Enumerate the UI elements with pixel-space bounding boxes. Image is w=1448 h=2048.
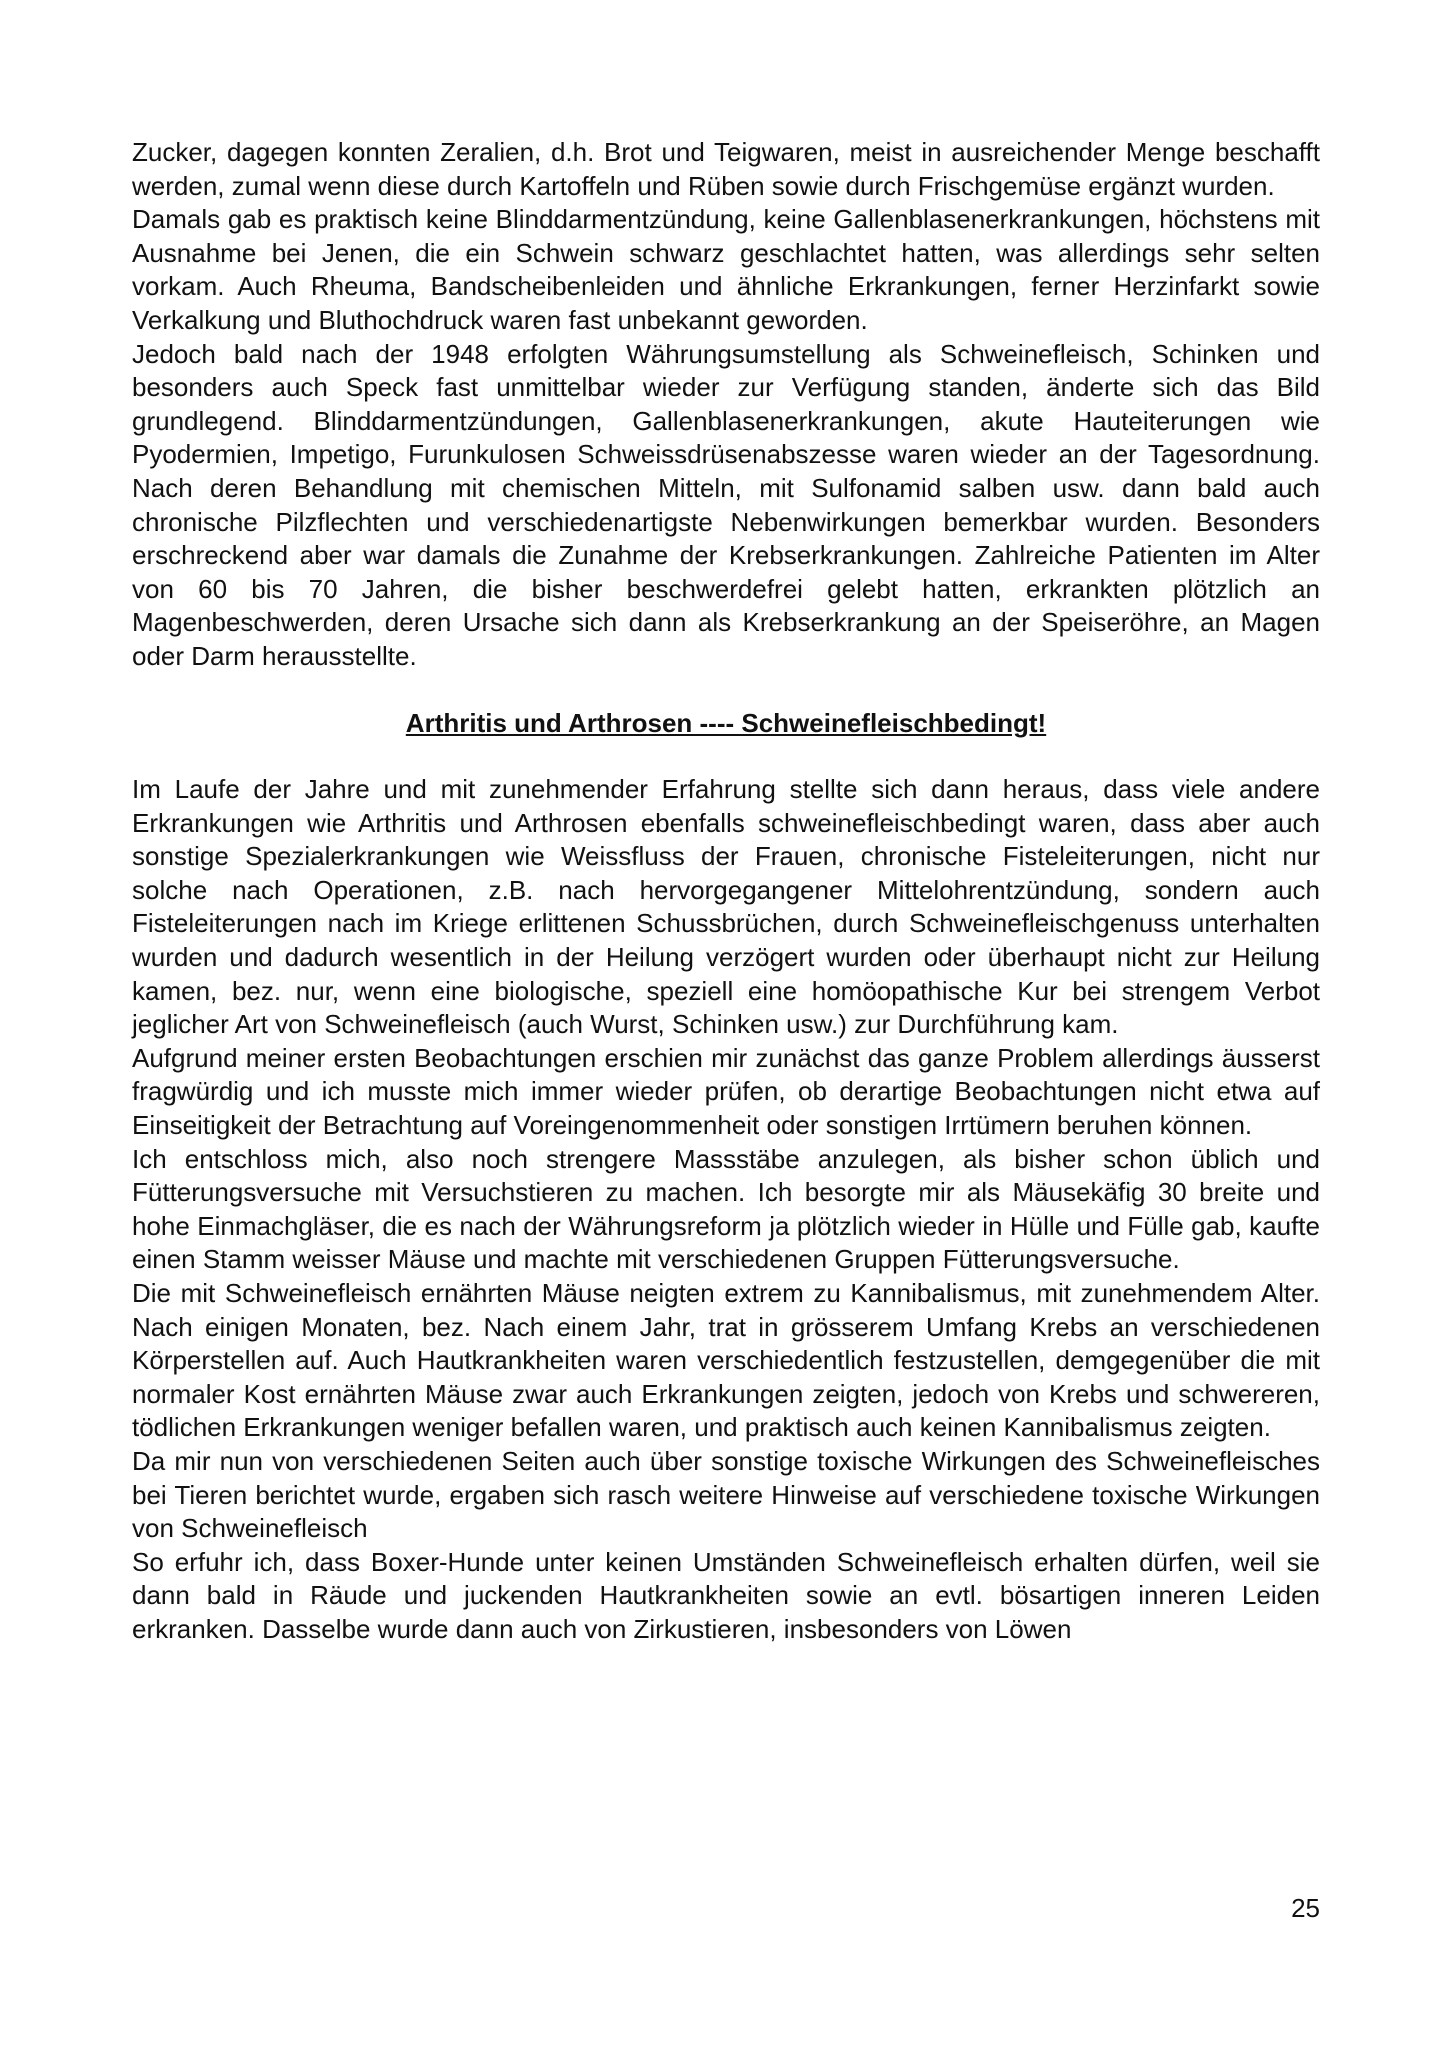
- document-body: [132, 136, 1320, 1647]
- paragraph: Aufgrund meiner ersten Beobachtungen erschien mir zunächst das ganze Problem allerdings äusserst fragwürdig und ich musste mich immer wieder prüfen, ob derartige Beobachtungen nicht etwa auf Einseitigkeit der Betrachtung auf Voreingenommenheit oder sonstigen Irrtümern beruhen können.: [132, 1042, 1320, 1141]
- paragraph: Da mir nun von verschiedenen Seiten auch über sonstige toxische Wirkungen des Schweinefleisches bei Tieren berichtet wurde, ergaben sich rasch weitere Hinweise auf verschiedene toxische Wirkungen von Schweinefleisch: [132, 1445, 1320, 1544]
- paragraph: Im Laufe der Jahre und mit zunehmender Erfahrung stellte sich dann heraus, dass viele andere Erkrankungen wie Arthritis und Arthrosen ebenfalls schweinefleischbedingt waren, dass aber auch sonstige Spezialerkrankungen wie Weissfluss der Frauen, chronische Fisteleiterungen, nicht nur solche nach Operationen, z.B. nach hervorgegangener Mittelohrentzündung, sondern auch Fisteleiterungen nach im Kriege erlittenen Schussbrüchen, durch Schweinefleischgenuss unterhalten wurden und dadurch wesentlich in der Heilung verzögert wurden oder überhaupt nicht zur Heilung kamen, bez. nur, wenn eine biologische, speziell eine homöopathische Kur bei strengem Verbot jeglicher Art von Schweinefleisch (auch Wurst, Schinken usw.) zur Durchführung kam.: [132, 774, 1320, 1040]
- paragraph: Die mit Schweinefleisch ernährten Mäuse neigten extrem zu Kannibalismus, mit zunehmendem Alter. Nach einigen Monaten, bez. Nach einem Jahr, trat in grösserem Umfang Krebs an verschiedenen Körperstellen auf. Auch Hautkrankheiten waren verschiedentlich festzustellen, demgegenüber die mit normaler Kost ernährten Mäuse zwar auch Erkrankungen zeigten, jedoch von Krebs und schwereren, tödlichen Erkrankungen weniger befallen waren, und praktisch auch keinen Kannibalismus zeigten.: [132, 1278, 1320, 1443]
- paragraph: Ich entschloss mich, also noch strengere Massstäbe anzulegen, als bisher schon üblich und Fütterungsversuche mit Versuchstieren zu machen. Ich besorgte mir als Mäusekäfig 30 breite und hohe Einmachgläser, die es nach der Währungsreform ja plötzlich wieder in Hülle und Fülle gab, kaufte einen Stamm weisser Mäuse und machte mit verschiedenen Gruppen Fütterungsversuche.: [132, 1143, 1320, 1275]
- page-number: 25: [1291, 1893, 1320, 1923]
- paragraph: Jedoch bald nach der 1948 erfolgten Währungsumstellung als Schweinefleisch, Schinken und besonders auch Speck fast unmittelbar wieder zur Verfügung standen, änderte sich das Bild grundlegend. Blinddarmentzündungen, Gallenblasenerkrankungen, akute Hauteiterungen wie Pyodermien, Impetigo, Furunkulosen Schweissdrüsenabszesse waren wieder an der Tagesordnung. Nach deren Behandlung mit chemischen Mitteln, mit Sulfonamid salben usw. dann bald auch chronische Pilzflechten und verschiedenartigste Nebenwirkungen bemerkbar wurden. Besonders erschreckend aber war damals die Zunahme der Krebserkrankungen. Zahlreiche Patienten im Alter von 60 bis 70 Jahren, die bisher beschwerdefrei gelebt hatten, erkrankten plötzlich an Magenbeschwerden, deren Ursache sich dann als Krebserkrankung an der Speiseröhre, an Magen oder Darm herausstellte.: [132, 338, 1320, 671]
- paragraph: So erfuhr ich, dass Boxer-Hunde unter keinen Umständen Schweinefleisch erhalten dürfen, weil sie dann bald in Räude und juckenden Hautkrankheiten sowie an evtl. bösartigen inneren Leiden erkranken. Dasselbe wurde dann auch von Zirkustieren, insbesonders von Löwen: [132, 1546, 1320, 1644]
- paragraph: Damals gab es praktisch keine Blinddarmentzündung, keine Gallenblasenerkrankungen, höchstens mit Ausnahme bei Jenen, die ein Schwein schwarz geschlachtet hatten, was allerdings sehr selten vorkam. Auch Rheuma, Bandscheibenleiden und ähnliche Erkrankungen, ferner Herzinfarkt sowie Verkalkung und Bluthochdruck waren fast unbekannt geworden.: [132, 204, 1320, 335]
- section-heading: Arthritis und Arthrosen ---- Schweinefleischbedingt!: [405, 707, 1047, 738]
- paragraph: Zucker, dagegen konnten Zeralien, d.h. Brot und Teigwaren, meist in ausreichender Menge beschafft werden, zumal wenn diese durch Kartoffeln und Rüben sowie durch Frischgemüse ergänzt wurden.: [132, 137, 1320, 201]
